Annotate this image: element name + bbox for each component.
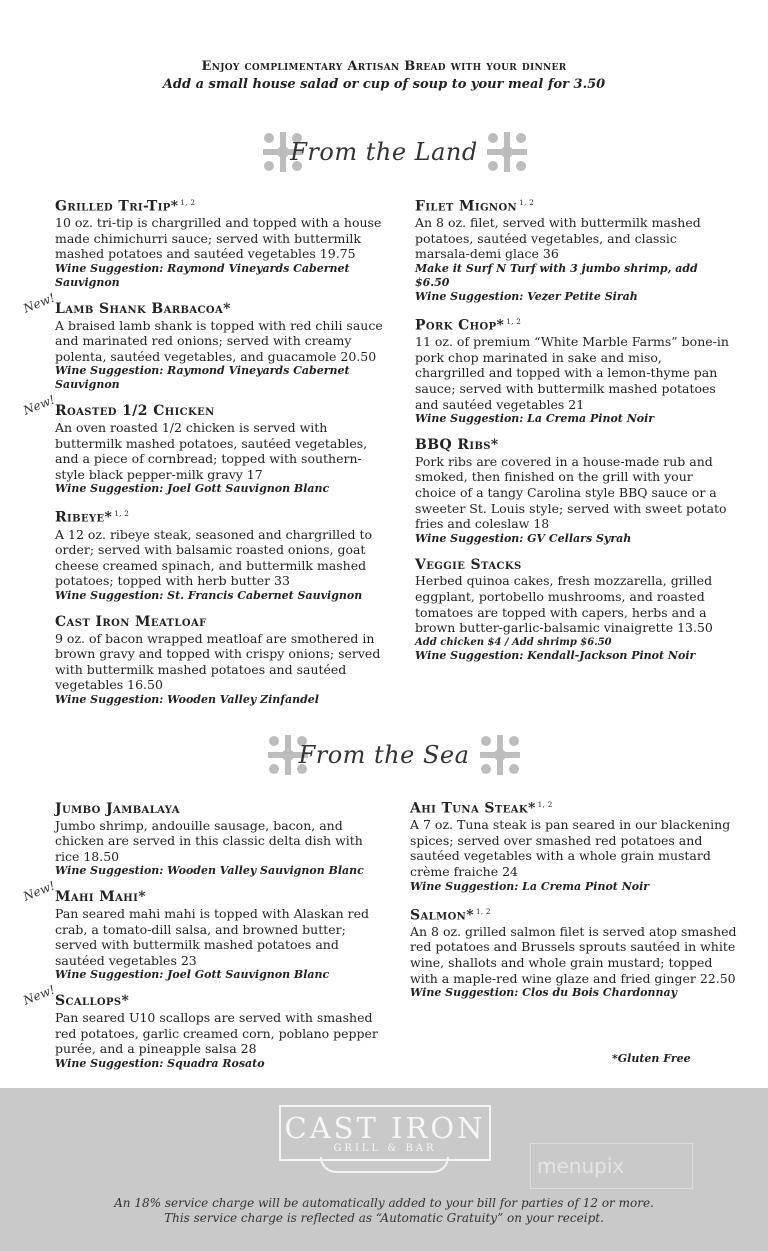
salad-note: Add a small house salad or cup of soup to your meal for 3.50	[162, 77, 606, 92]
menu-item-marks: 1, 2	[114, 510, 130, 519]
logo-title: CAST IRON	[284, 1110, 486, 1145]
wine-suggestion: Wine Suggestion: Kendall-Jackson Pinot Noir	[415, 648, 696, 662]
menu-item-description: 10 oz. tri-tip is chargrilled and topped with a house made chimichurri sauce; served with buttermilk mashed potatoes and sautéed vegetables 19.75	[55, 215, 382, 262]
menu-item-description: A 12 oz. ribeye steak, seasoned and chargrilled to order; served with balsamic roasted onions, goat cheese creamed spinach, and buttermilk mashed potatoes; topped with herb butter 33	[55, 526, 373, 589]
menu-item-name	[410, 798, 553, 817]
menu-item	[21, 878, 385, 982]
menu-item-name	[55, 615, 207, 631]
menu-item	[410, 905, 740, 1001]
menu-item-name	[415, 196, 534, 215]
menu-item-title: Salmon*	[410, 907, 474, 924]
menu-item-title: Filet Mignon	[415, 198, 518, 215]
wine-suggestion: Wine Suggestion: Joel Gott Sauvignon Blanc	[55, 482, 330, 496]
menu-item	[55, 196, 385, 290]
menu-item-title: BBQ Ribs*	[415, 437, 499, 454]
menu-item	[415, 557, 735, 663]
menu-item-name	[55, 802, 180, 818]
menu-item-description: Jumbo shrimp, andouille sausage, bacon, and chicken are served in this classic delta dish with rice 18.50	[55, 817, 363, 864]
menu-item	[55, 801, 385, 878]
menu-item-addon: Add chicken $4 / Add shrimp $6.50	[415, 636, 612, 648]
menu-item-title: Mahi Mahi*	[55, 889, 146, 906]
wine-suggestion: Wine Suggestion: Wooden Valley Sauvignon Blanc	[55, 864, 364, 878]
wine-suggestion: Wine Suggestion: Joel Gott Sauvignon Blanc	[55, 968, 330, 982]
menu-item-description: Pan seared U10 scallops are served with smashed red potatoes, garlic creamed corn, poblano pepper purée, and a pineapple salsa 28	[55, 1009, 378, 1057]
menu-item-title: Lamb Shank Barbacoa*	[55, 301, 231, 318]
section-header-land	[0, 130, 768, 176]
land-right-column	[415, 196, 735, 674]
sea-right-column	[410, 798, 740, 1011]
wine-suggestion: Wine Suggestion: Clos du Bois Chardonnay	[410, 986, 678, 1000]
menu-item-name	[21, 290, 231, 318]
menu-item-marks: 1, 2	[506, 318, 522, 327]
menu-item	[21, 392, 385, 496]
bread-note: Enjoy complimentary Artisan Bread with your dinner	[201, 59, 567, 74]
wine-suggestion: Make it Surf N Turf with 3 jumbo shrimp, add $6.50 Wine Suggestion: Vezer Petite Sirah	[415, 262, 698, 304]
menu-item-description: An 8 oz. filet, served with buttermilk mashed potatoes, sautéed vegetables, and classic marsala-demi glace 36	[415, 215, 701, 262]
new-badge: New!	[21, 982, 57, 1009]
new-badge: New!	[21, 878, 57, 905]
menu-item-name	[21, 982, 130, 1010]
gluten-free-note: *Gluten Free	[612, 1052, 691, 1065]
wine-suggestion: Wine Suggestion: Wooden Valley Zinfandel	[55, 692, 319, 706]
menu-item-marks: 1, 2	[537, 801, 553, 809]
menu-item-title: Grilled Tri-Tip*	[55, 198, 179, 215]
menu-item-title: Pork Chop*	[415, 317, 505, 334]
menu-item-name	[21, 392, 215, 420]
menu-item-description: Herbed quinoa cakes, fresh mozzarella, grilled eggplant, portobello mushrooms, and roasted tomatoes are topped with capers, herbs and a brown butter-garlic-balsamic vinaigrette 13.50	[415, 573, 713, 636]
menu-item	[410, 798, 740, 894]
menu-item-marks: 1, 2	[475, 907, 491, 916]
menu-item-description: A 7 oz. Tuna steak is pan seared in our blackening spices; served over smashed red potatoes and sautéed vegetables with a whole grain mustard crème fraiche 24	[410, 817, 731, 880]
menu-item-description: Pork ribs are covered in a house-made rub and smoked, then finished on the grill with your choice of a tangy Carolina style BBQ sauce or a sweeter St. Louis style; served with sweet potato fries and coleslaw 18	[415, 453, 727, 532]
wine-suggestion: Wine Suggestion: GV Cellars Syrah	[415, 531, 632, 545]
menu-item-name	[55, 507, 129, 526]
menu-item-description: Pan seared mahi mahi is topped with Alaskan red crab, a tomato-dill salsa, and browned butter; served with buttermilk mashed potatoes and sautéed vegetables 23	[55, 905, 369, 968]
service-charge-notice	[0, 1196, 768, 1226]
footer	[0, 1088, 768, 1251]
menu-item	[21, 982, 385, 1070]
new-badge: New!	[21, 290, 57, 316]
wine-suggestion: Wine Suggestion: Squadra Rosato	[55, 1056, 265, 1070]
menu-item-name	[410, 905, 491, 924]
section-title-sea: From the Sea	[298, 741, 470, 769]
menu-item-title: Veggie Stacks	[415, 556, 522, 573]
intro	[0, 58, 768, 94]
menu-item-title: Ribeye*	[55, 510, 113, 527]
menu-item	[55, 507, 385, 603]
menu-item-description: An oven roasted 1/2 chicken is served with buttermilk mashed potatoes, sautéed vegetables, and a piece of cornbread; topped with southern-style black pepper-milk gravy 17	[55, 420, 368, 482]
wine-suggestion: Wine Suggestion: La Crema Pinot Noir	[410, 879, 650, 893]
menu-item-title: Cast Iron Meatloaf	[55, 614, 207, 630]
menu-item-name	[415, 558, 522, 574]
wine-suggestion: Wine Suggestion: Raymond Vineyards Cabernet Sauvignon	[55, 364, 350, 392]
menu-item	[415, 196, 735, 304]
menu-item-marks: 1, 2	[519, 199, 535, 207]
ornament-right-icon	[478, 733, 522, 777]
watermark: menupix	[530, 1143, 693, 1189]
logo	[279, 1105, 491, 1161]
menu-item-marks: 1, 2	[180, 199, 196, 207]
menu-item	[55, 614, 385, 707]
menu-item-title: Scallops*	[55, 993, 130, 1010]
wine-suggestion: Wine Suggestion: St. Francis Cabernet Sauvignon	[55, 589, 363, 602]
menu-item-title: Ahi Tuna Steak*	[410, 800, 536, 817]
section-title-land: From the Land	[290, 138, 478, 166]
sea-left-column	[21, 801, 385, 1082]
menu-item-title: Roasted 1/2 Chicken	[55, 403, 215, 420]
logo-subtitle: GRILL & BAR	[333, 1142, 437, 1154]
notice-line-2: This service charge is reflected as “Automatic Gratuity” on your receipt.	[164, 1211, 604, 1225]
menu-item	[415, 437, 735, 546]
wine-suggestion: Wine Suggestion: Raymond Vineyards Cabernet Sauvignon	[55, 262, 350, 290]
menu-item	[21, 290, 385, 392]
logo-tab	[320, 1157, 449, 1173]
menu-item-name	[21, 878, 146, 906]
menu-item	[415, 315, 735, 426]
wine-suggestion: Wine Suggestion: La Crema Pinot Noir	[415, 412, 655, 426]
menu-item-description: A braised lamb shank is topped with red chili sauce and marinated red onions; served with creamy polenta, sautéed vegetables, and guacamole 20.50	[55, 317, 383, 364]
land-left-column	[21, 196, 385, 718]
menu-item-description: 11 oz. of premium “White Marble Farms” bone-in pork chop marinated in sake and miso, chargrilled and topped with a lemon-thyme pan sauce; served with buttermilk mashed potatoes and sautéed vegetables 21	[415, 334, 729, 412]
menu-item-name	[415, 315, 521, 334]
menu-item-name	[55, 196, 195, 215]
notice-line-1: An 18% service charge will be automatically added to your bill for parties of 12 or more.	[114, 1196, 654, 1210]
menu-item-name	[415, 438, 499, 454]
menu-item-title: Jumbo Jambalaya	[55, 801, 180, 817]
menu-item-description: An 8 oz. grilled salmon filet is served atop smashed red potatoes and Brussels sprouts sautéed in white wine, shallots and whole grain mustard; topped with a maple-red wine glaze and fried ginger 22.50	[410, 923, 737, 986]
ornament-right-icon	[485, 130, 529, 174]
section-header-sea	[0, 733, 768, 779]
menu-item-description: 9 oz. of bacon wrapped meatloaf are smothered in brown gravy and topped with crispy onions; served with buttermilk mashed potatoes and sautéed vegetables 16.50	[55, 630, 381, 693]
new-badge: New!	[21, 392, 57, 419]
